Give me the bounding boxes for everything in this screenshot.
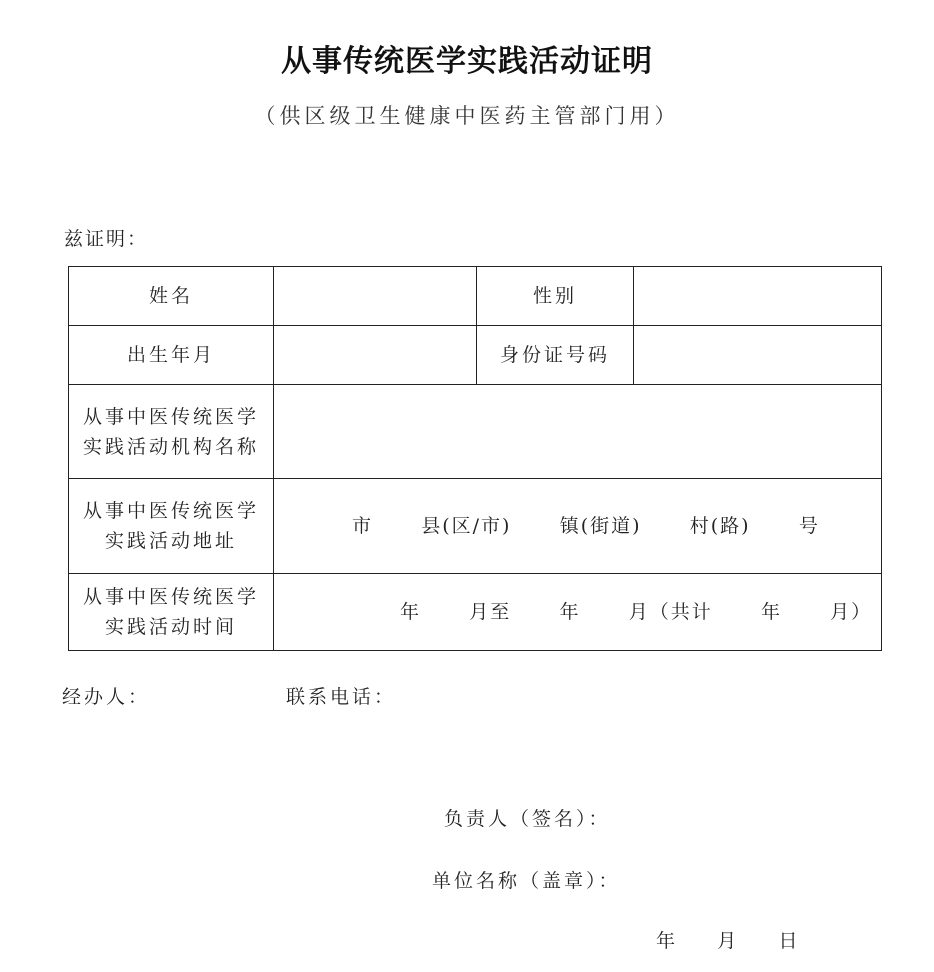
document-title: 从事传统医学实践活动证明	[281, 44, 653, 79]
responsible-signature-label: 负责人（签名）：	[444, 808, 611, 830]
address-label	[69, 479, 274, 574]
time-label-line1: 从事中医传统医学	[82, 586, 259, 608]
time-label-line2: 实践活动时间	[104, 616, 237, 638]
address-label-line2: 实践活动地址	[104, 530, 237, 552]
address-field[interactable]: 市 县(区/市) 镇(街道) 村(路) 号	[274, 479, 882, 574]
gender-field[interactable]	[634, 267, 882, 326]
time-label	[69, 574, 274, 651]
birth-field[interactable]	[274, 326, 477, 385]
gender-label: 性别	[477, 267, 634, 326]
name-label: 姓名	[69, 267, 274, 326]
institution-field[interactable]	[274, 385, 882, 479]
address-label-line1: 从事中医传统医学	[82, 500, 259, 522]
table-row-time	[69, 574, 882, 651]
contact-phone-label: 联系电话：	[286, 686, 397, 708]
unit-name-seal-label: 单位名称（盖章）：	[432, 870, 621, 892]
birth-label: 出生年月	[69, 326, 274, 385]
document-subtitle: （供区级卫生健康中医药主管部门用）	[254, 104, 680, 128]
certificate-form-table	[68, 266, 882, 651]
table-row-institution	[69, 385, 882, 479]
id-number-label: 身份证号码	[477, 326, 634, 385]
id-number-field[interactable]	[634, 326, 882, 385]
name-field[interactable]	[274, 267, 477, 326]
handler-label: 经办人：	[62, 686, 151, 708]
table-row-birth-id	[69, 326, 882, 385]
institution-label	[69, 385, 274, 479]
institution-label-line2: 实践活动机构名称	[82, 435, 259, 458]
table-row-address	[69, 479, 882, 574]
intro-text: 兹证明：	[64, 228, 149, 250]
date-line: 年 月 日	[656, 930, 798, 952]
time-field[interactable]: 年 月至 年 月（共计 年 月）	[274, 574, 882, 651]
institution-label-line1: 从事中医传统医学	[82, 405, 259, 428]
table-row-name-gender	[69, 267, 882, 326]
